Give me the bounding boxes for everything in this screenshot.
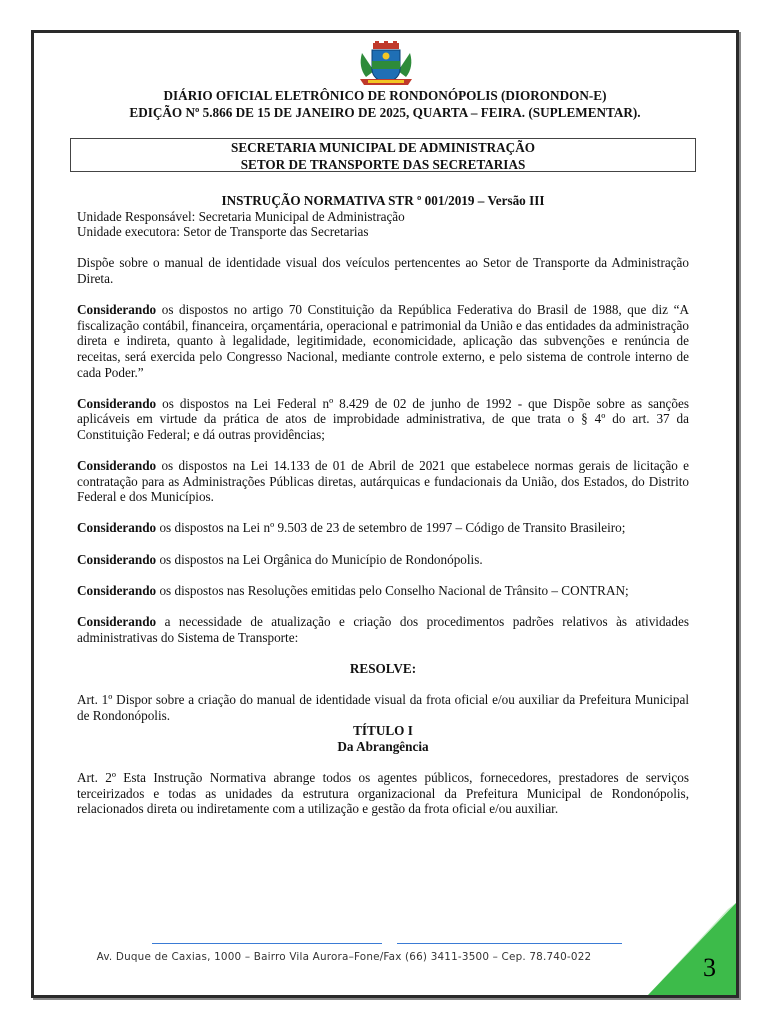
considering-paragraph-3: Considerando os dispostos na Lei 14.133 de 01 de Abril de 2021 que estabelece normas gerais de licitação e contratação para as Administrações Públicas diretas, autárquicas e fundacionais da União, dos Estados, do Distrito Federal e dos Municípios. [77, 458, 689, 505]
secretaria-line-1: SECRETARIA MUNICIPAL DE ADMINISTRAÇÃO [231, 140, 535, 155]
secretaria-box [70, 138, 696, 172]
unit-executor: Unidade executora: Setor de Transporte das Secretarias [77, 224, 369, 240]
considering-paragraph-6: Considerando os dispostos nas Resoluções emitidas pelo Conselho Nacional de Trânsito – CONTRAN; [77, 582, 629, 598]
summary-paragraph: Dispõe sobre o manual de identidade visual dos veículos pertencentes ao Setor de Transporte da Administração Direta. [77, 255, 689, 286]
title-subheading: Da Abrangência [337, 738, 429, 754]
document-body [77, 193, 689, 817]
considering-keyword: Considerando [77, 302, 157, 318]
article-1: Art. 1º Dispor sobre a criação do manual de identidade visual da frota oficial e/ou auxiliar da Prefeitura Municipal de Rondonópolis. [77, 692, 689, 723]
secretaria-line-2: SETOR DE TRANSPORTE DAS SECRETARIAS [240, 156, 526, 172]
unit-responsible: Unidade Responsável: Secretaria Municipal de Administração [77, 208, 405, 224]
title-heading: TÍTULO I [353, 723, 413, 739]
considering-paragraph-4: Considerando os dispostos na Lei nº 9.503 de 23 de setembro de 1997 – Código de Transito Brasileiro; [77, 520, 626, 536]
article-2: Art. 2º Esta Instrução Normativa abrange todos os agentes públicos, fornecedores, prestadores de serviços terceirizados e todas as unidades da estrutura organizacional da Prefeitura Municipal de Rondonópolis, relacionados direta ou indiretamente com a utilização e gestão da frota oficial e/ou auxiliar. [77, 769, 689, 817]
municipal-coat-of-arms-icon [356, 41, 416, 87]
footer-divider [152, 943, 622, 945]
header-line-1: DIÁRIO OFICIAL ELETRÔNICO DE RONDONÓPOLIS (DIORONDON-E) [163, 88, 607, 103]
considering-keyword: Considerando [77, 395, 157, 411]
considering-keyword: Considerando [77, 582, 157, 598]
considering-keyword: Considerando [77, 614, 157, 630]
considering-paragraph-5: Considerando os dispostos na Lei Orgânica do Município de Rondonópolis. [77, 551, 483, 567]
page-frame [31, 30, 739, 998]
considering-keyword: Considerando [77, 458, 157, 474]
header-line-2: EDIÇÃO Nº 5.866 DE 15 DE JANEIRO DE 2025, QUARTA – FEIRA. (SUPLEMENTAR). [129, 105, 641, 120]
considering-keyword: Considerando [77, 520, 157, 536]
considering-paragraph-2: Considerando os dispostos na Lei Federal nº 8.429 de 02 de junho de 1992 - que Dispõe sobre as sanções aplicáveis em virtude da prática de atos de improbidade administrativa, de que trata o § 4º do art. 37 da Constituição Federal; e dá outras providências; [77, 395, 689, 442]
considering-paragraph-7: Considerando a necessidade de atualização e criação dos procedimentos padrões relativos às atividades administrativas do Sistema de Transporte: [77, 614, 689, 645]
document-title: INSTRUÇÃO NORMATIVA STR º 001/2019 – Versão III [221, 193, 545, 208]
page-corner-triangle [648, 903, 736, 995]
footer-address: Av. Duque de Caxias, 1000 – Bairro Vila Aurora–Fone/Fax (66) 3411-3500 – Cep. 78.740-022 [96, 951, 592, 963]
resolve-heading: RESOLVE: [349, 660, 417, 676]
diario-header [34, 87, 736, 121]
considering-keyword: Considerando [77, 551, 157, 567]
page-number: 3 [703, 953, 716, 982]
considering-paragraph-1: Considerando os dispostos no artigo 70 Constituição da República Federativa do Brasil de 1988, que diz “A fiscalização contábil, financeira, orçamentária, operacional e patrimonial da União e das entidades da administração direta e indireta, quanto à legalidade, legitimidade, economicidade, aplicação das subvenções e renúncia de receitas, será exercida pelo Congresso Nacional, mediante controle externo, e pelo sistema de controle interno de cada Poder.” [77, 302, 689, 380]
